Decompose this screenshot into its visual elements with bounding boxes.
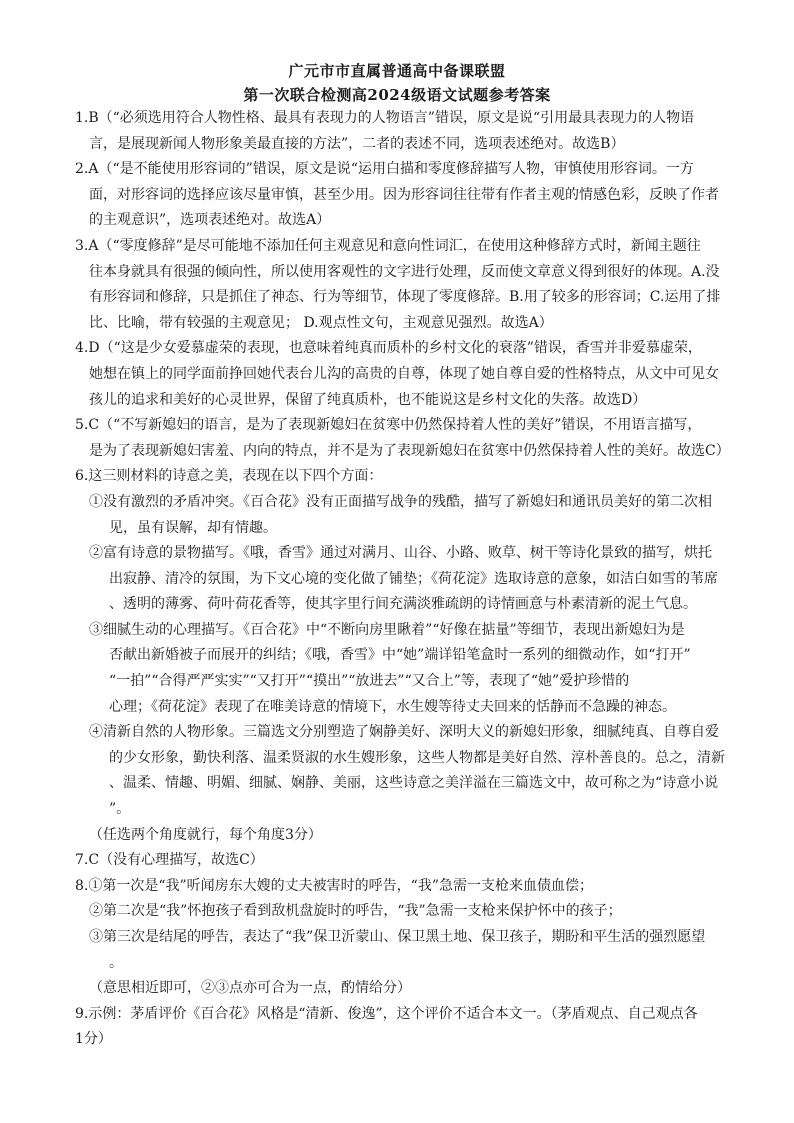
answer-line: 孩儿的追求和美好的心灵世界，保留了纯真质朴，也不能说这是乡村文化的失落。故选D）: [89, 391, 647, 408]
answer-line: 见，虽有误解，却有情趣。: [109, 519, 277, 536]
document-subtitle: 第一次联合检测高2024级语文试题参考答案: [243, 86, 551, 104]
scoring-note: （意思相近即可，②③点亦可合为一点，酌情给分）: [89, 980, 411, 997]
answer-line: 面，对形容词的选择应该尽量审慎，甚至少用。因为形容词往往带有作者主观的情感色彩，反映了作者: [89, 186, 719, 203]
answer-point: ②富有诗意的景物描写。《哦，香雪》通过对满月、山谷、小路、败草、树干等诗化景致的描写，烘托: [89, 545, 712, 562]
answer-line: 1分）: [75, 1031, 112, 1048]
answer-point: ①没有激烈的矛盾冲突。《百合花》没有正面描写战争的残酷，描写了新媳妇和通讯员美好的第二次相: [89, 493, 712, 510]
answer-2: [75, 157, 725, 234]
answer-5: [75, 413, 730, 464]
answer-line: 比、比喻，带有较强的主观意见； D.观点性文句，主观意见强烈。故选A）: [89, 314, 553, 331]
answer-line: 言，是展现新闻人物形象美最直接的方法”，二者的表述不同，选项表述绝对。故选B）: [89, 135, 625, 152]
answer-point: ③细腻生动的心理描写。《百合花》中“不断向房里瞅着”“好像在掂量”等细节，表现出新媳妇为是: [89, 621, 685, 638]
answer-line: ”。: [109, 801, 131, 818]
answer-list: [75, 106, 730, 1053]
answer-line: 是为了表现新媳妇害羞、内向的特点，并不是为了表现新媳妇在贫寒中仍然保持着人性的美好。故选C）: [89, 442, 730, 459]
answer-6: [75, 464, 725, 848]
answer-line: “一拍”“合得严严实实”“又打开”“摸出”“放进去”“又合上”等，表现了“她”爱护珍惜的: [109, 673, 630, 690]
answer-9: [75, 1002, 725, 1053]
answer-3: [75, 234, 725, 336]
answer-line: 。: [109, 954, 123, 971]
answer-line: 往本身就具有很强的倾向性，所以使用客观性的文字进行处理，反而使文章意义得到很好的体现。A.没: [89, 263, 720, 280]
answer-point: ④清新自然的人物形象。三篇选文分别塑造了娴静美好、深明大义的新媳妇形象，细腻纯真、自尊自爱: [89, 724, 719, 741]
document-title: 广元市市直属普通高中备课联盟: [288, 62, 506, 80]
answer-point: 8.①第一次是“我”听闻房东大嫂的丈夫被害时的呼告，“我”急需一支枪来血债血偿；: [75, 877, 593, 894]
answer-line: 5.C（“不写新媳妇的语言，是为了表现新媳妇在贫寒中仍然保持着人性的美好”错误，不用语言描写，: [75, 417, 702, 434]
answer-line: 的主观意识”，选项表述绝对。故选A）: [89, 212, 331, 229]
answer-7: [75, 848, 725, 874]
answer-heading: 6.这三则材料的诗意之美，表现在以下四个方面：: [75, 468, 383, 485]
answer-line: 7.C（没有心理描写，故选C）: [75, 852, 264, 869]
answer-line: 4.D（“这是少女爱慕虚荣的表现，也意味着纯真而质朴的乡村文化的衰落”错误，香雪并非爱慕虚荣，: [75, 340, 702, 357]
answer-line: 、温柔、情趣、明媚、细腻、娴静、美丽，这些诗意之美洋溢在三篇选文中，故可称之为“诗意小说: [109, 775, 719, 792]
answer-4: [75, 336, 725, 413]
answer-line: 2.A（“是不能使用形容词的”错误，原文是说“运用白描和零度修辞描写人物，审慎使用形容词。一方: [75, 161, 694, 178]
answer-8: [75, 874, 725, 1002]
answer-line: 的少女形象，勤快利落、温柔贤淑的水生嫂形象，这些人物都是美好自然、淳朴善良的。总之，清新: [109, 749, 725, 766]
answer-line: 9.示例：茅盾评价《百合花》风格是“清新、俊逸”，这个评价不适合本文一。（茅盾观点、自己观点各: [75, 1005, 698, 1022]
answer-line: 有形容词和修辞，只是抓住了神态、行为等细节，体现了零度修辞。B.用了较多的形容词；C.运用了排: [89, 289, 721, 306]
scoring-note: （任选两个角度就行，每个角度3分）: [89, 826, 322, 843]
answer-1: [75, 106, 725, 157]
answer-line: 出寂静、清冷的氛围，为下文心境的变化做了铺垫；《荷花淀》选取诗意的意象，如洁白如雪的苇席: [109, 570, 718, 587]
answer-line: 否献出新婚被子而展开的纠结；《哦，香雪》中“她”端详铅笔盒时一系列的细微动作，如“打开”: [109, 647, 691, 664]
answer-line: 3.A（“零度修辞”是尽可能地不添加任何主观意见和意向性词汇，在使用这种修辞方式时，新闻主题往: [75, 237, 701, 254]
answer-point: ②第二次是“我”怀抱孩子看到敌机盘旋时的呼告，“我”急需一支枪来保护怀中的孩子；: [89, 903, 622, 920]
answer-point: ③第三次是结尾的呼告，表达了“我”保卫沂蒙山、保卫黑土地、保卫孩子，期盼和平生活的强烈愿望: [89, 929, 706, 945]
answer-line: 、透明的薄雾、荷叶荷花香等，使其字里行间充满淡雅疏朗的诗情画意与朴素清新的泥土气息。: [109, 596, 697, 613]
answer-line: 1.B（“必须选用符合人物性格、最具有表现力的人物语言”错误，原文是说“引用最具表现力的人物语: [75, 110, 695, 126]
answer-line: 她想在镇上的同学面前挣回她代表台儿沟的高贵的自尊，体现了她自尊自爱的性格特点，从文中可见女: [89, 365, 719, 382]
answer-line: 心理；《荷花淀》表现了在唯美诗意的情境下，水生嫂等待丈夫回来的恬静而不急躁的神态。: [109, 698, 676, 715]
